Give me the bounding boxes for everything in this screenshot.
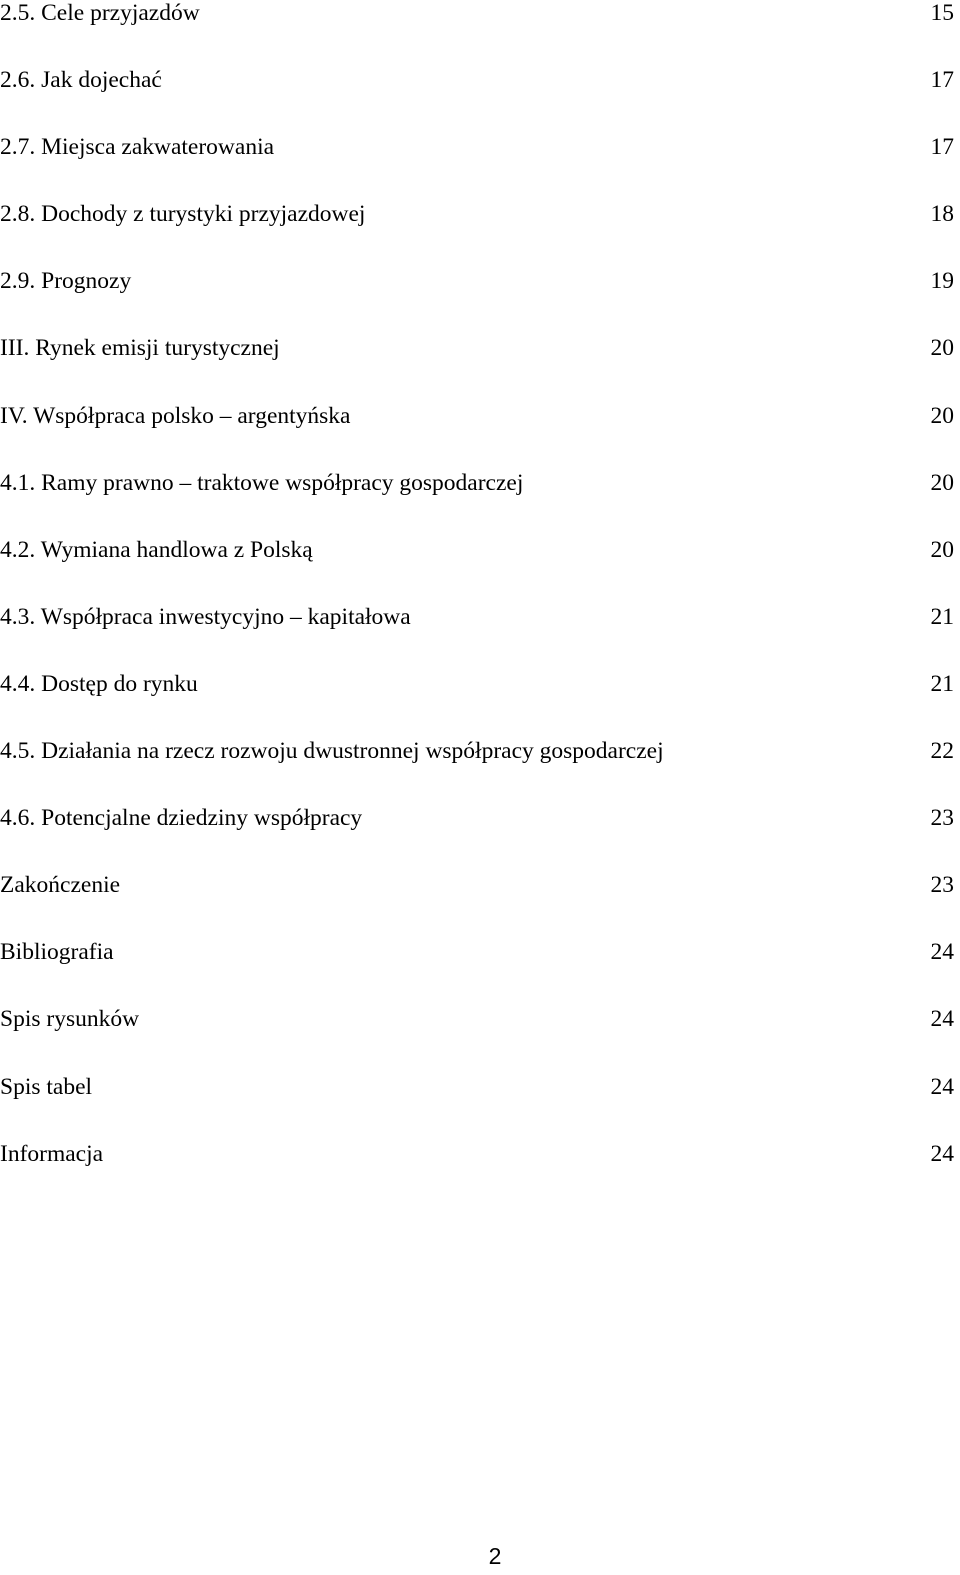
toc-entry-title: 4.3. Współpraca inwestycyjno – kapitałowa	[0, 603, 411, 630]
toc-entry-page: 23	[930, 805, 954, 832]
toc-entry-title: IV. Współpraca polsko – argentyńska	[0, 402, 351, 429]
toc-entry-page: 19	[930, 268, 954, 295]
toc-entry	[0, 335, 954, 402]
toc-entry	[0, 201, 954, 268]
toc-entry-page: 18	[930, 201, 954, 228]
toc-entry-title: Zakończenie	[0, 872, 121, 899]
toc-entry-title: 2.6. Jak dojechać	[0, 67, 162, 94]
toc-entry-page: 24	[930, 939, 954, 966]
toc-entry-title: 2.9. Prognozy	[0, 268, 132, 295]
toc-entry-title: Informacja	[0, 1140, 104, 1167]
toc-entry	[0, 537, 954, 604]
toc-entry-page: 20	[930, 536, 954, 563]
toc-entry-title: 4.2. Wymiana handlowa z Polską	[0, 536, 313, 563]
toc-entry-title: Bibliografia	[0, 939, 114, 966]
toc-entry-page: 20	[930, 402, 954, 429]
toc-entry	[0, 268, 954, 335]
toc-entry-title: Spis rysunków	[0, 1006, 140, 1033]
toc-entry-title: Spis tabel	[0, 1073, 93, 1100]
toc-entry-page: 23	[930, 872, 954, 899]
toc-entry	[0, 805, 954, 872]
toc-entry	[0, 671, 954, 738]
page-number: 2	[488, 1543, 502, 1569]
toc-entry	[0, 1141, 954, 1208]
toc-entry	[0, 872, 954, 939]
toc-entry	[0, 1074, 954, 1141]
toc-entry-title: 4.1. Ramy prawno – traktowe współpracy gospodarczej	[0, 469, 524, 496]
toc-entry-page: 24	[930, 1073, 954, 1100]
toc-entry	[0, 403, 954, 470]
toc-entry-page: 20	[930, 469, 954, 496]
toc-entry	[0, 67, 954, 134]
toc-entry-page: 22	[930, 738, 954, 765]
toc-entry-page: 17	[930, 134, 954, 161]
toc-entry-title: 4.4. Dostęp do rynku	[0, 670, 198, 697]
toc-entry-page: 17	[930, 67, 954, 94]
toc-entry	[0, 470, 954, 537]
toc-entry	[0, 1006, 954, 1073]
toc-entry-page: 15	[930, 0, 954, 26]
toc-entry-page: 24	[930, 1006, 954, 1033]
toc-entry	[0, 738, 954, 805]
toc-entry-title: III. Rynek emisji turystycznej	[0, 335, 280, 362]
toc-entry	[0, 939, 954, 1006]
toc-entry-title: 4.5. Działania na rzecz rozwoju dwustronnej współpracy gospodarczej	[0, 738, 664, 765]
toc-entry-title: 2.5. Cele przyjazdów	[0, 0, 200, 26]
toc-entry-page: 20	[930, 335, 954, 362]
toc-entry-title: 2.7. Miejsca zakwaterowania	[0, 134, 275, 161]
toc-entry-page: 21	[930, 603, 954, 630]
toc-entry-page: 21	[930, 670, 954, 697]
toc-entry	[0, 0, 954, 67]
toc-entry-title: 2.8. Dochody z turystyki przyjazdowej	[0, 201, 366, 228]
toc-entry-page: 24	[930, 1140, 954, 1167]
toc-entry	[0, 604, 954, 671]
toc-entry-title: 4.6. Potencjalne dziedziny współpracy	[0, 805, 363, 832]
toc-entry	[0, 134, 954, 201]
